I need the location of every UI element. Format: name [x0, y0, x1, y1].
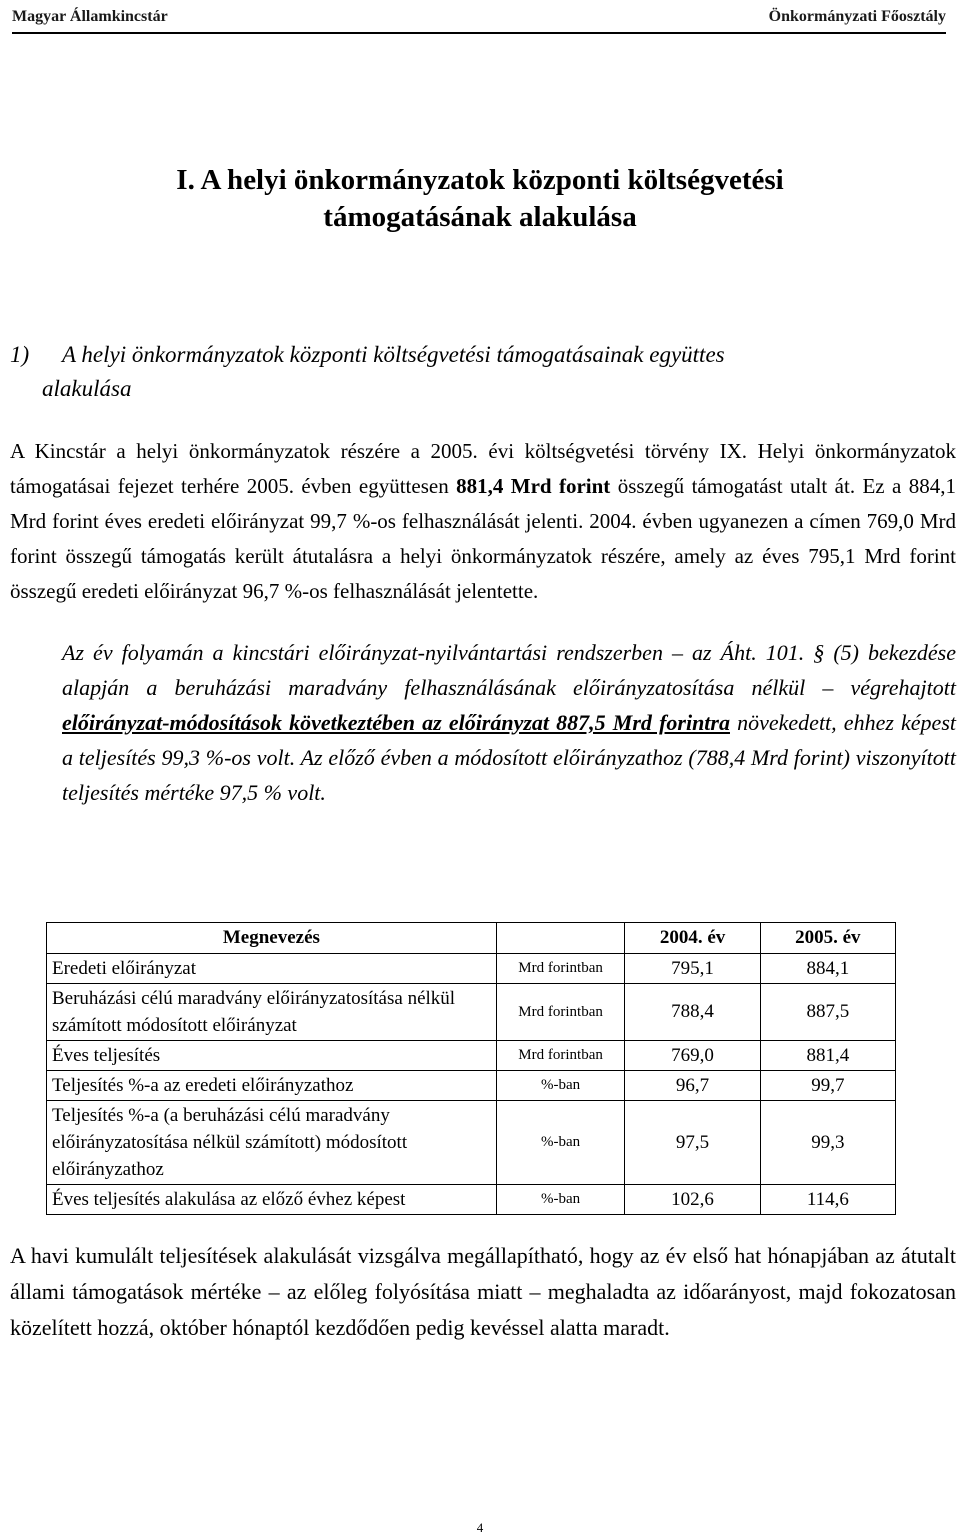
paragraph-2-emphasis: előirányzat-módosítások következtében az előirányzat 887,5 Mrd forintra	[62, 710, 730, 735]
row-label: Beruházási célú maradvány előirányzatosítása nélkül számított módosított előirányzat	[47, 984, 497, 1041]
table-header-row	[47, 923, 896, 954]
row-label: Teljesítés %-a (a beruházási célú maradvány előirányzatosítása nélkül számított) módosított előirányzathoz	[47, 1101, 497, 1185]
row-value-2004: 795,1	[625, 954, 760, 984]
row-unit: %-ban	[496, 1071, 625, 1101]
paragraph-2-text-b: növekedett, ehhez képest a teljesítés 99,3 %-os volt. Az előző évben a módosított előirányzathoz (788,4 Mrd forint) viszonyított teljesítés mértéke 97,5 % volt.	[62, 710, 956, 805]
page-header	[12, 4, 946, 34]
row-value-2004: 97,5	[625, 1101, 760, 1185]
row-unit: %-ban	[496, 1101, 625, 1185]
row-value-2004: 102,6	[625, 1185, 760, 1215]
row-value-2005: 99,7	[760, 1071, 895, 1101]
header-right-text: Önkormányzati Főosztály	[768, 8, 946, 25]
row-unit: %-ban	[496, 1185, 625, 1215]
row-value-2005: 114,6	[760, 1185, 895, 1215]
section-heading-line1: A helyi önkormányzatok központi költségvetési támogatásainak együttes	[62, 342, 725, 367]
paragraph-1	[10, 434, 956, 609]
row-label: Eredeti előirányzat	[47, 954, 497, 984]
row-value-2004: 788,4	[625, 984, 760, 1041]
row-value-2005: 887,5	[760, 984, 895, 1041]
table-header-unit	[496, 923, 625, 954]
paragraph-1-text-a: A Kincstár a helyi önkormányzatok részére a 2005. évi költségvetési törvény IX. Helyi önkormányzatok támogatásai fejezet terhére 2005. évben együttesen	[10, 439, 956, 498]
table-header-2005: 2005. év	[760, 923, 895, 954]
table-row	[47, 1185, 896, 1215]
row-label: Éves teljesítés	[47, 1041, 497, 1071]
budget-table	[46, 922, 896, 1215]
section-heading-line2: alakulása	[42, 376, 132, 401]
chapter-title	[0, 162, 960, 236]
paragraph-2-text-a: Az év folyamán a kincstári előirányzat-nyilvántartási rendszerben – az Áht. 101. § (5) bekezdése alapján a beruházási maradvány felhasználásának előirányzatosítása nélkül – végrehajtott	[62, 640, 956, 700]
row-value-2005: 99,3	[760, 1101, 895, 1185]
row-label: Teljesítés %-a az eredeti előirányzathoz	[47, 1071, 497, 1101]
section-heading	[10, 338, 950, 406]
table-row	[47, 1041, 896, 1071]
chapter-title-line1: I. A helyi önkormányzatok központi költségvetési	[176, 164, 784, 196]
paragraph-1-text-b: összegű támogatást utalt át. Ez a 884,1 Mrd forint éves eredeti előirányzat 99,7 %-os felhasználását jelenti. 2004. évben ugyanezen a címen 769,0 Mrd forint összegű támogatás került átutalásra a helyi önkormányzatok részére, amely az éves 795,1 Mrd forint összegű eredeti előirányzat 96,7 %-os felhasználását jelentette.	[10, 474, 956, 603]
row-unit: Mrd forintban	[496, 984, 625, 1041]
paragraph-3: A havi kumulált teljesítések alakulását vizsgálva megállapítható, hogy az év első hat hónapjában az átutalt állami támogatások mértéke – az előleg folyósítása miatt – meghaladta az időarányost, majd fokozatosan közelített hozzá, október hónaptól kezdődően pedig kevéssel alatta maradt.	[10, 1243, 956, 1340]
row-value-2005: 881,4	[760, 1041, 895, 1071]
row-value-2004: 769,0	[625, 1041, 760, 1071]
row-unit: Mrd forintban	[496, 1041, 625, 1071]
section-number: 1)	[10, 342, 30, 367]
row-value-2005: 884,1	[760, 954, 895, 984]
page-number: 4	[476, 1520, 484, 1535]
chapter-title-line2: támogatásának alakulása	[323, 201, 637, 233]
table-row	[47, 984, 896, 1041]
table-row	[47, 1101, 896, 1185]
row-unit: Mrd forintban	[496, 954, 625, 984]
paragraph-1-bold: 881,4 Mrd forint	[456, 474, 611, 498]
table-header-name: Megnevezés	[47, 923, 497, 954]
table-row	[47, 1071, 896, 1101]
paragraph-2	[62, 635, 956, 810]
row-label: Éves teljesítés alakulása az előző évhez képest	[47, 1185, 497, 1215]
table-header-2004: 2004. év	[625, 923, 760, 954]
row-value-2004: 96,7	[625, 1071, 760, 1101]
header-left-text: Magyar Államkincstár	[12, 8, 168, 25]
table-row	[47, 954, 896, 984]
